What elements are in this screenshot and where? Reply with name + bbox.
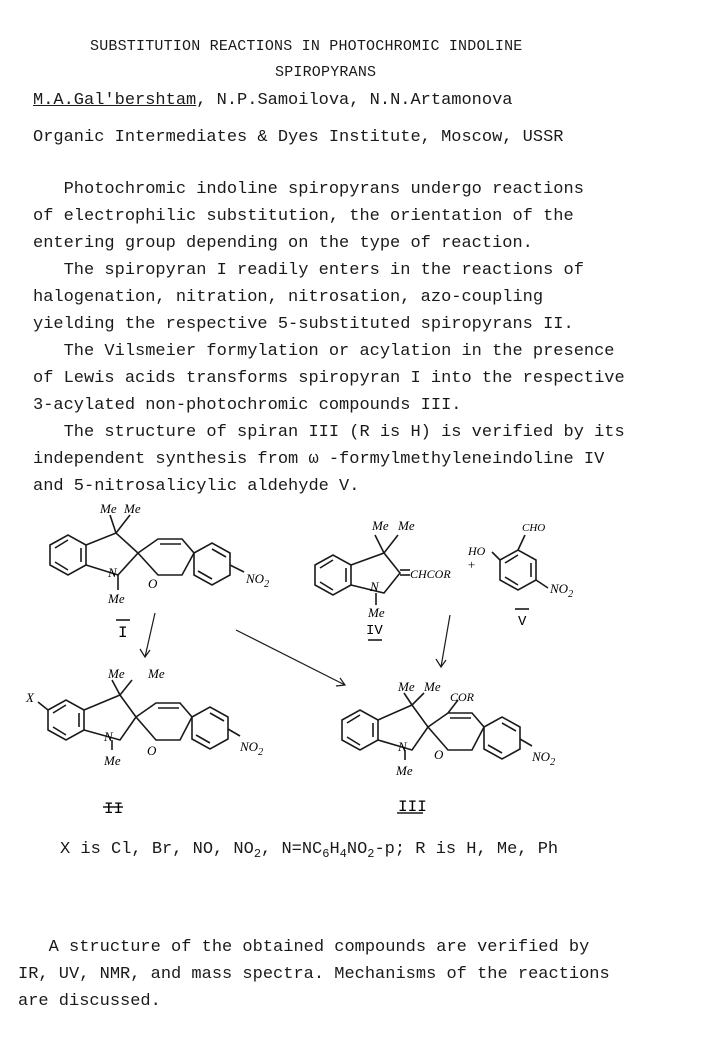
nitro-label: $NO_2$: [240, 739, 264, 758]
nitro-label: $NO_2$: [532, 749, 556, 768]
caption-text: H: [329, 840, 340, 859]
structure-IV: [315, 535, 410, 640]
title-line-2: SPIROPYRANS: [275, 64, 377, 81]
caption-text: -p; R is H, Me, Ph: [374, 840, 559, 859]
me-label: Me: [100, 501, 117, 516]
body-line: of Lewis acids transforms spiropyran I into the respective: [33, 369, 625, 388]
caption-text: NO: [346, 840, 368, 859]
substituent-caption: [60, 840, 558, 859]
caption-subscript: 4: [339, 847, 347, 861]
compound-label-I: I: [118, 624, 128, 642]
cho-label: CHO: [522, 522, 546, 534]
me-label: Me: [108, 591, 125, 606]
ho-label: HO: [468, 544, 486, 558]
me-label: Me: [424, 679, 441, 694]
me-label: Me: [148, 666, 165, 681]
chcor-label: CHCOR: [410, 567, 451, 581]
co-authors: , N.P.Samoilova, N.N.Artamonova: [196, 91, 513, 110]
caption-subscript: 2: [253, 847, 262, 861]
compound-label-V: V: [518, 614, 527, 630]
caption-text: X is Cl, Br, NO, NO: [60, 840, 254, 859]
plus-sign: +: [467, 557, 476, 572]
body-line: independent synthesis from ω -formylmethyleneindoline IV: [33, 450, 605, 469]
structure-V: [492, 535, 548, 609]
body-line: 3-acylated non-photochromic compounds III.: [33, 396, 462, 415]
o-label: O: [434, 747, 444, 762]
body-line: The spiropyran I readily enters in the reactions of: [33, 261, 584, 280]
caption-subscript: 2: [367, 847, 375, 861]
n-label: N: [108, 565, 117, 580]
structure-II: [38, 680, 240, 807]
body-line: The Vilsmeier formylation or acylation in the presence: [33, 342, 615, 361]
n-label: N: [104, 729, 113, 744]
body-line: Photochromic indoline spiropyrans undergo reactions: [33, 180, 584, 199]
me-label: Me: [398, 679, 415, 694]
caption-text: , N=NC: [261, 840, 323, 859]
closing-line: are discussed.: [18, 992, 161, 1011]
me-label: Me: [104, 753, 121, 768]
body-line: yielding the respective 5-substituted spiropyrans II.: [33, 315, 574, 334]
me-label: Me: [124, 501, 141, 516]
structure-I: [50, 515, 244, 620]
title-line-1: SUBSTITUTION REACTIONS IN PHOTOCHROMIC INDOLINE: [90, 38, 523, 55]
x-label: X: [26, 690, 34, 705]
body-line: The structure of spiran III (R is H) is verified by its: [33, 423, 625, 442]
closing-line: A structure of the obtained compounds are verified by: [18, 938, 590, 957]
o-label: O: [148, 576, 158, 591]
me-label: Me: [398, 518, 415, 533]
cor-label: COR: [450, 690, 474, 704]
body-line: of electrophilic substitution, the orientation of the: [33, 207, 574, 226]
me-label: Me: [368, 605, 385, 620]
nitro-label: $NO_2$: [550, 581, 574, 600]
caption-subscript: 6: [322, 847, 330, 861]
body-line: and 5-nitrosalicylic aldehyde V.: [33, 477, 360, 496]
me-label: Me: [396, 763, 413, 778]
me-label: Me: [108, 666, 125, 681]
me-label: Me: [372, 518, 389, 533]
reaction-scheme: [0, 495, 704, 885]
compound-label-IV: IV: [366, 623, 383, 639]
n-label: N: [398, 739, 407, 754]
authors: [33, 91, 513, 111]
main-author: M.A.Gal'bershtam: [33, 91, 197, 110]
closing-line: IR, UV, NMR, and mass spectra. Mechanisms of the reactions: [18, 965, 610, 984]
body-line: halogenation, nitration, nitrosation, azo-coupling: [33, 288, 544, 307]
n-label: N: [370, 579, 379, 594]
reaction-arrows: [140, 613, 450, 686]
compound-label-III: III: [398, 798, 427, 816]
o-label: O: [147, 743, 157, 758]
affiliation: Organic Intermediates & Dyes Institute, Moscow, USSR: [33, 128, 564, 147]
body-line: entering group depending on the type of reaction.: [33, 234, 533, 253]
nitro-label: $NO_2$: [246, 571, 270, 590]
compound-label-II: II: [104, 800, 124, 818]
